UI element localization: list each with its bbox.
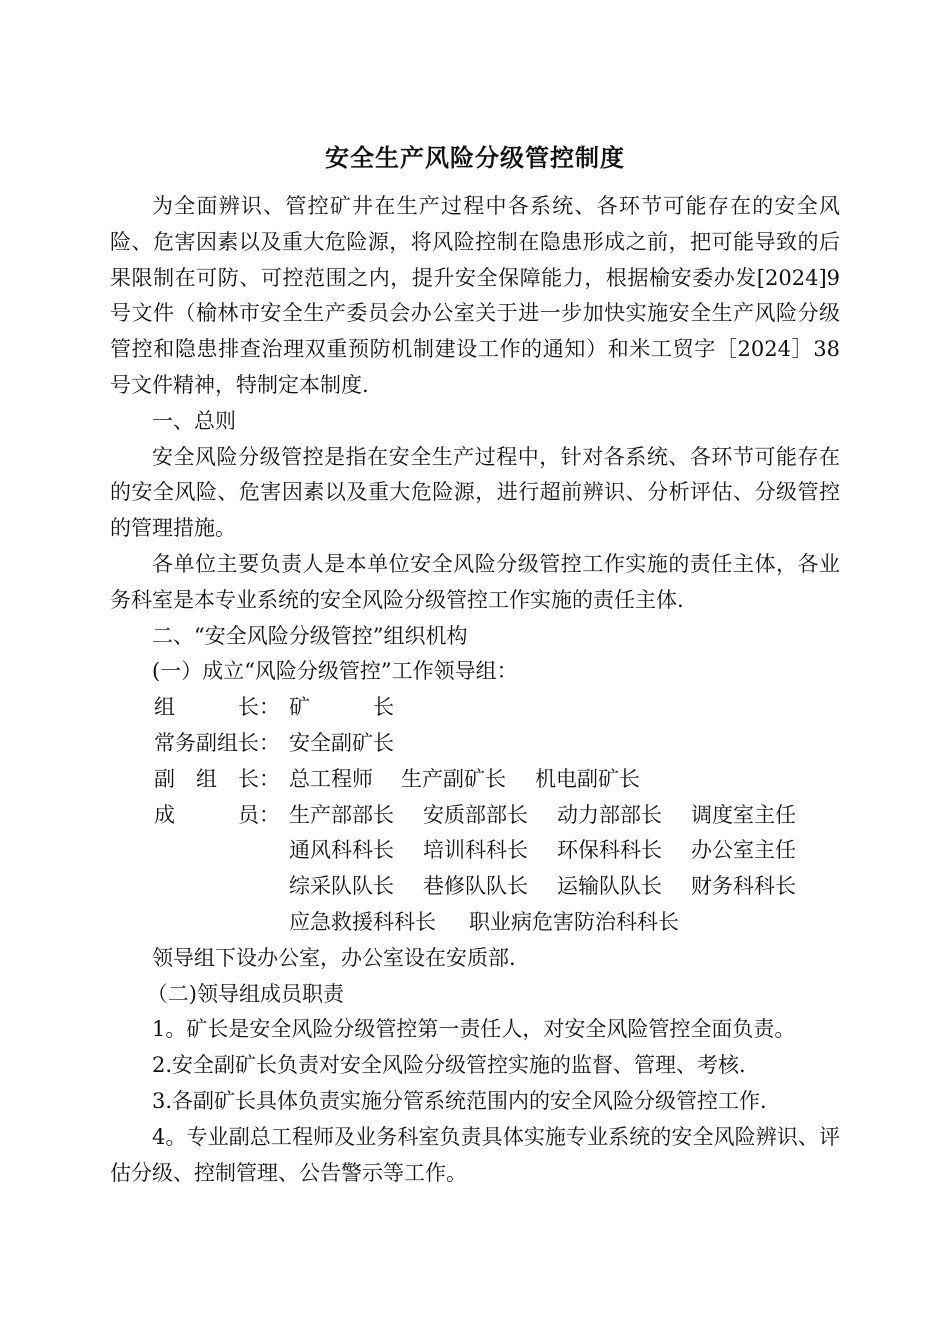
member-line-2 [289,833,840,869]
member-item: 通风科科长 [289,838,394,863]
duty-1: 1。矿长是安全风险分级管控第一责任人，对安全风险管控全面负责。 [152,1017,796,1042]
deputy-values [289,762,840,798]
executive-row [110,726,840,762]
deputy-item: 机电副矿长 [535,766,640,791]
deputy-row [110,762,840,798]
member-line-3 [289,869,840,905]
member-item: 应急救援科科长 [289,909,436,934]
duty-3: 3.各副矿长具体负责实施分管系统范围内的安全风险分级管控工作. [152,1088,767,1113]
member-item: 财务科科长 [691,874,796,899]
section1-paragraph-1: 安全风险分级管控是指在安全生产过程中，针对各系统、各环节可能存在的安全风险、危害因素以及重大危险源，进行超前辨识、分析评估、分级管控的管理措施。 [110,444,840,541]
member-item: 调度室主任 [691,802,796,827]
member-item: 运输队队长 [557,874,662,899]
section2-heading: 二、“安全风险分级管控”组织机构 [152,623,468,648]
section1-paragraph-2: 各单位主要负责人是本单位安全风险分级管控工作实施的责任主体，各业务科室是本专业系统的安全风险分级管控工作实施的责任主体. [110,551,840,612]
document-title: 安全生产风险分级管控制度 [325,143,625,172]
executive-role: 常务副组长： [154,730,280,755]
member-line-1 [289,798,840,834]
document-body [110,189,840,1191]
member-item: 巷修队队长 [423,874,528,899]
section1-heading: 一、总则 [152,408,236,433]
deputy-role: 副 组 长： [154,766,280,791]
member-row [110,798,840,941]
section2-sub1: (一）成立“风险分级管控”工作领导组： [152,659,518,684]
member-item: 动力部部长 [557,802,662,827]
office-note: 领导组下设办公室，办公室设在安质部. [152,945,516,970]
member-item: 职业病危害防治科科长 [469,909,679,934]
executive-value: 安全副矿长 [289,730,394,755]
member-item: 培训科科长 [423,838,528,863]
deputy-line [289,762,840,798]
duty-2: 2.安全副矿长负责对安全风险分级管控实施的监督、管理、考核. [152,1053,746,1078]
member-item: 办公室主任 [691,838,796,863]
member-role: 成 员： [154,802,280,827]
member-list [289,798,840,941]
member-item: 环保科科长 [557,838,662,863]
member-item: 安质部部长 [423,802,528,827]
member-item: 综采队队长 [289,874,394,899]
deputy-item: 生产副矿长 [401,766,506,791]
deputy-item: 总工程师 [289,766,373,791]
member-line-4 [289,905,840,941]
duty-4: 4。专业副总工程师及业务科室负责具体实施专业系统的安全风险辨识、评估分级、控制管理、公告警示等工作。 [110,1124,840,1185]
leader-role: 组 长： [154,695,280,720]
document-page [110,140,840,1191]
intro-paragraph: 为全面辨识、管控矿井在生产过程中各系统、各环节可能存在的安全风险、危害因素以及重大危险源，将风险控制在隐患形成之前，把可能导致的后果限制在可防、可控范围之内，提升安全保障能力，根据榆安委办发[2024]9号文件（榆林市安全生产委员会办公室关于进一步加快实施安全生产风险分级管控和隐患排查治理双重预防机制建设工作的通知）和米工贸字［2024］38号文件精神，特制定本制度. [110,194,840,397]
leader-row [110,690,840,726]
section2-sub2: （二)领导组成员职责 [146,981,344,1006]
leader-value: 矿 长 [289,695,394,720]
member-item: 生产部部长 [289,802,394,827]
